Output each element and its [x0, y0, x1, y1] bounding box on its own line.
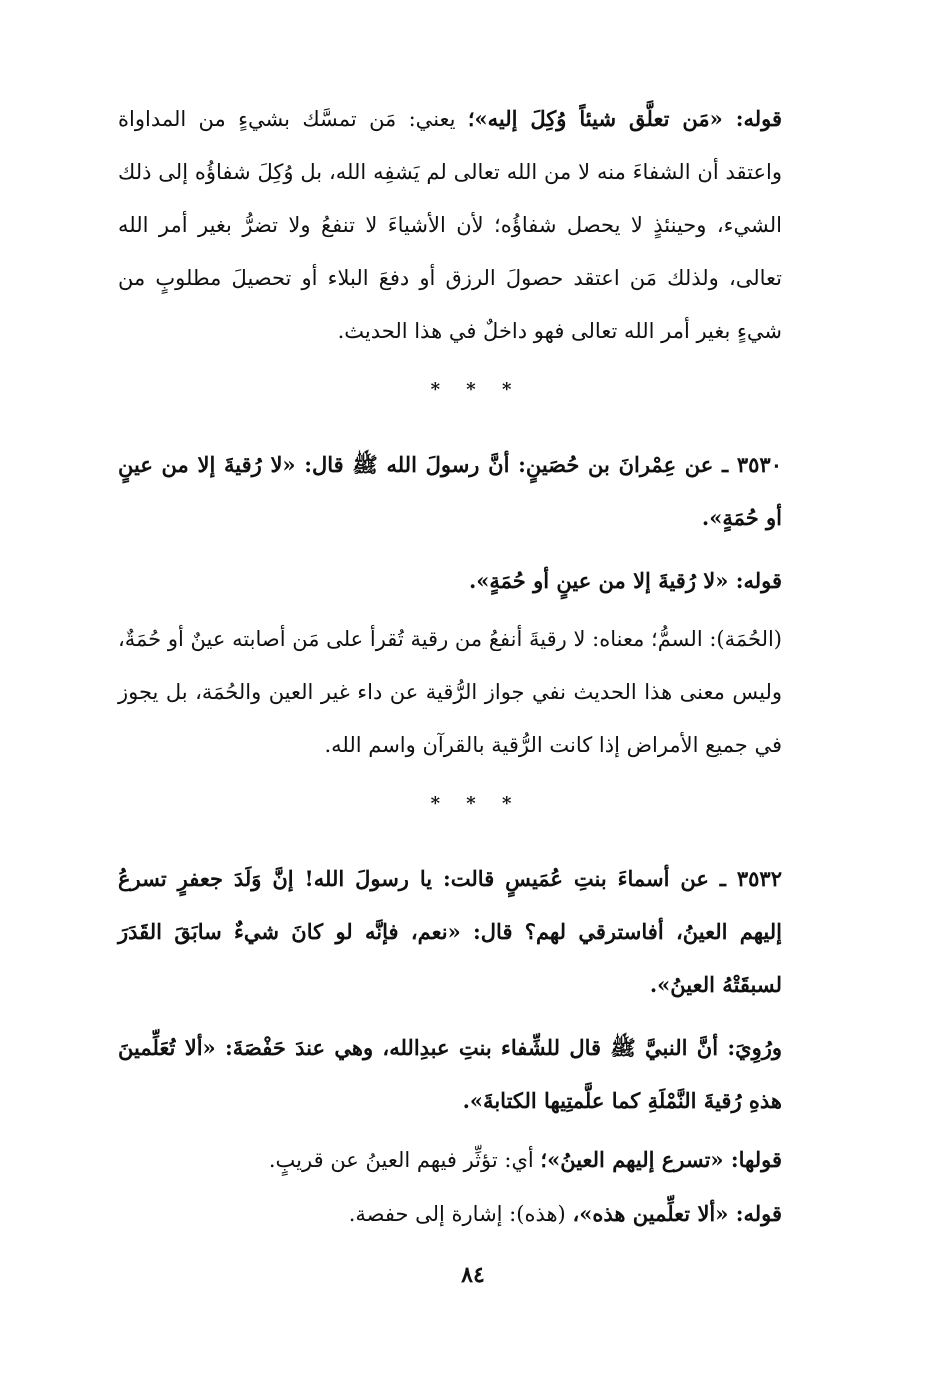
- commentary-paragraph-3: [118, 1133, 834, 1187]
- hadith-3530: ٣٥٣٠ ـ عن عِمْرانَ بن حُصَينٍ: أنَّ رسولَ الله ﷺ قال: «لا رُقيةَ إلا من عينٍ أو حُمَةٍ».: [118, 452, 782, 530]
- section-separator-1: * * *: [430, 379, 522, 400]
- commentary-lead-1: قوله: «مَن تعلَّق شيئاً وُكِلَ إليه»؛: [467, 106, 783, 131]
- commentary-paragraph-4: [118, 1187, 834, 1241]
- hadith-3532: ٣٥٣٢ ـ عن أسماءَ بنتِ عُمَيسٍ قالت: يا رسولَ الله! إنَّ وَلَدَ جعفرٍ تسرعُ إليهم العينُ، أفاسترقي لهم؟ قال: «نعم، فإنَّه لو كانَ شيءٌ سابَقَ القَدَرَ لسبقَتْهُ العينُ».: [118, 866, 782, 997]
- commentary-text-1: يعني: مَن تمسَّك بشيءٍ من المداواة واعتقد أن الشفاءَ منه لا من الله تعالى لم يَشفِه الله، بل وُكِلَ شفاؤُه إلى ذلك الشيء، وحينئذٍ لا يحصل شفاؤُه؛ لأن الأشياءَ لا تنفعُ ولا تضرُّ بغير أمر الله تعالى، ولذلك مَن اعتقد حصولَ الرزق أو دفعَ البلاء أو تحصيلَ مطلوبٍ من شيءٍ بغير أمر الله تعالى فهو داخلٌ في هذا الحديث.: [118, 107, 782, 343]
- commentary-text-4: (هذه): إشارة إلى حفصة.: [348, 1202, 573, 1226]
- commentary-quote-1: قوله: «لا رُقيةَ إلا من عينٍ أو حُمَةٍ».: [468, 568, 782, 593]
- section-separator-2: * * *: [430, 793, 522, 814]
- narration-shifa: ورُوِيَ: أنَّ النبيَّ ﷺ قال للشِّفاء بنتِ عبدِالله، وهي عندَ حَفْصَةَ: «ألا تُعَلِّمينَ هذهِ رُقيةَ النَّمْلَةِ كما علَّمتِيها الكتابةَ».: [118, 1035, 782, 1113]
- commentary-text-3: أي: تؤثِّر فيهم العينُ عن قريبٍ.: [268, 1148, 541, 1172]
- commentary-paragraph-1: [118, 92, 834, 358]
- commentary-paragraph-2: (الحُمَة): السمُّ؛ معناه: لا رقيةَ أنفعُ من رقية تُقرأ على مَن أصابته عينٌ أو حُمَةٌ، وليس معنى هذا الحديث نفي جواز الرُّقية عن داء غير العين والحُمَة، بل يجوز في جميع الأمراض إذا كانت الرُّقية بالقرآن واسم الله.: [118, 627, 782, 757]
- page-number: ٨٤: [461, 1262, 485, 1288]
- page-body: [118, 92, 834, 1241]
- commentary-lead-4: قوله: «ألا تعلِّمين هذه»،: [572, 1201, 782, 1226]
- commentary-lead-3: قولها: «تسرع إليهم العينُ»؛: [540, 1147, 782, 1172]
